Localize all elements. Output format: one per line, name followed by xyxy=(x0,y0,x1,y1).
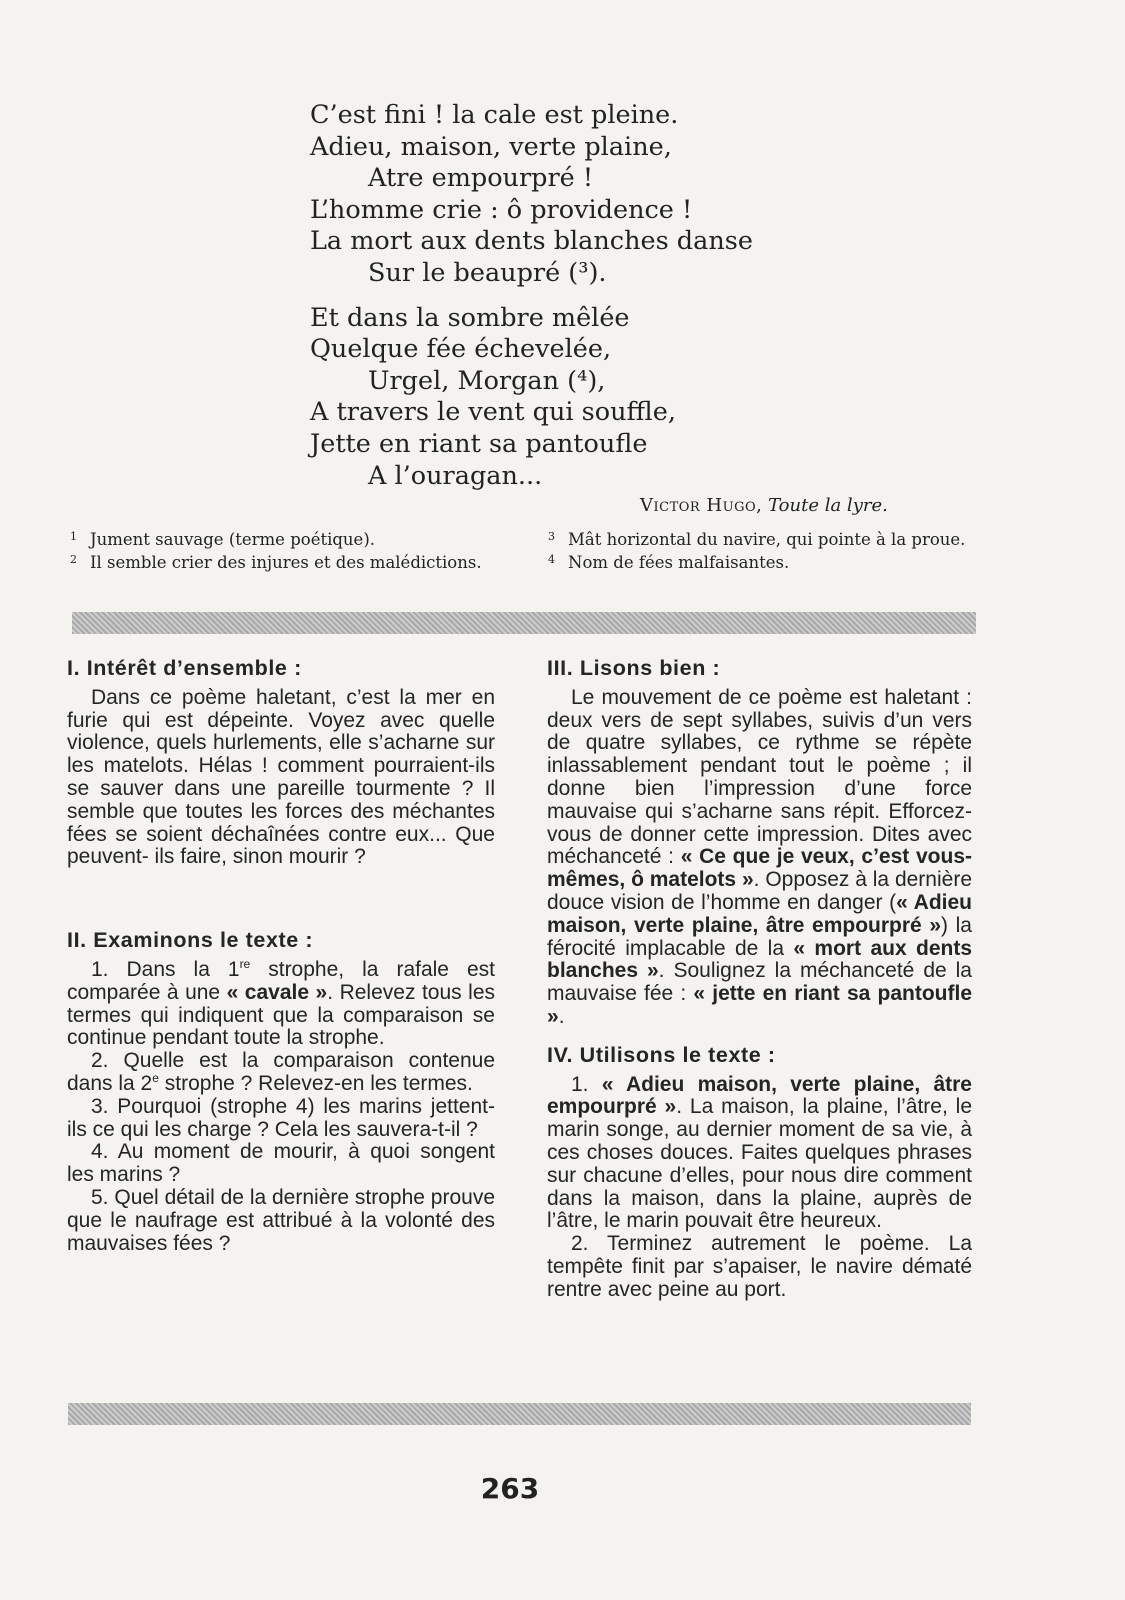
footnote-number: 1 xyxy=(70,530,77,543)
left-column xyxy=(67,657,495,1255)
question-2 xyxy=(67,1050,495,1096)
section-title-interet: I. Intérêt d’ensemble : xyxy=(67,656,302,680)
body-text: . La maison, la plaine, l’âtre, le marin songe, au dernier moment de sa vie, à ces choses douces. Faites quelques phrases sur chacune d’elles, pour nous dire comment dans la maison, dans la plaine, auprès de l’âtre, le marin pouvait être heureux. xyxy=(547,1095,973,1233)
footnote-number: 2 xyxy=(70,552,77,566)
footnote-number: 3 xyxy=(548,530,555,543)
footnotes-left xyxy=(70,527,500,572)
verse: Adieu, maison, verte plaine, xyxy=(310,131,672,162)
body-text: 1. xyxy=(571,1072,602,1096)
quoted-verse: « jette en riant sa pantoufle » xyxy=(547,982,972,1028)
poem xyxy=(310,100,930,492)
exercise-2: 2. Terminez autrement le poème. La tempête finit par s’apaiser, le navire dématé rentre avec peine au port. xyxy=(547,1232,972,1301)
question-text: . Relevez tous les termes qui indiquent que la comparaison se continue pendant toute la strophe. xyxy=(67,980,495,1050)
body-text: . Opposez à la dernière douce vision de l’homme en danger ( xyxy=(547,868,972,914)
footnote-text: Il semble crier des injures et des malédictions. xyxy=(90,552,482,572)
section-title-examinons: II. Examinons le texte : xyxy=(67,928,314,953)
footnote xyxy=(548,527,973,550)
section-title-lisons: III. Lisons bien : xyxy=(547,656,721,680)
question-text: strophe ? Relevez-en les termes. xyxy=(158,1071,473,1095)
footnote-number: 4 xyxy=(548,552,555,566)
footnote-text: Mât horizontal du navire, qui pointe à la proue. xyxy=(568,530,966,549)
body-text: . xyxy=(558,1004,565,1028)
footnote xyxy=(548,550,973,573)
body-text: . Soulignez la méchanceté de la mauvaise fée : xyxy=(547,959,972,1006)
footnotes-right xyxy=(548,527,973,572)
question-4: 4. Au moment de mourir, à quoi songent les marins ? xyxy=(67,1140,495,1187)
question-3: 3. Pourquoi (strophe 4) les marins jettent-ils ce qui les charge ? Cela les sauvera-t-il ? xyxy=(67,1094,495,1141)
body-text: Le mouvement de ce poème est haletant : deux vers de sept syllabes, suivis d’un vers de quatre syllabes, ce rythme se répète inlassablement pendant tout le poème ; il donne bien l’impression d’une force mauvaise qui s’acharne sans répit. Efforcez-vous de donner cette impression. Dites avec méchanceté : xyxy=(547,685,972,869)
quoted-verse: « mort aux dents blanches » xyxy=(547,936,972,983)
section-text-lisons xyxy=(547,687,972,1029)
verse: Jette en riant sa pantoufle xyxy=(310,428,648,459)
question-text: 1. Dans la 1 xyxy=(91,957,240,981)
exercise-1 xyxy=(547,1074,972,1234)
quoted-word: « cavale » xyxy=(226,980,328,1004)
question-text: strophe, la rafale est comparée à une xyxy=(67,957,495,1004)
verse: Atre empourpré ! xyxy=(368,163,594,194)
verse: A travers le vent qui souffle, xyxy=(310,397,677,428)
verse: Et dans la sombre mêlée xyxy=(310,302,630,333)
verse: A l’ouragan... xyxy=(368,460,543,491)
quoted-verse: « Adieu maison, verte plaine, âtre empourpré » xyxy=(547,890,972,937)
page-number: 263 xyxy=(480,1472,540,1505)
poem-attribution xyxy=(640,495,888,516)
poem-stanza xyxy=(310,100,930,290)
quoted-verse: « Adieu maison, verte plaine, âtre empourpré » xyxy=(547,1072,972,1119)
verse: Urgel, Morgan (⁴), xyxy=(368,365,606,396)
question-1 xyxy=(67,956,495,1050)
section-text-interet: Dans ce poème haletant, c’est la mer en furie qui est dépeinte. Voyez avec quelle violence, quels hurlements, elle s’acharne sur les matelots. Hélas ! comment pourraient-ils se sauver dans une pareille tourmente ? Il semble que toutes les forces des méchantes fées se soient déchaînées contre eux... Que peuvent- ils faire, sinon mourir ? xyxy=(67,685,495,869)
verse: C’est fini ! la cale est pleine. xyxy=(310,100,679,130)
right-column xyxy=(547,657,972,1302)
question-5: 5. Quel détail de la dernière strophe prouve que le naufrage est attribué à la volonté des mauvaises fées ? xyxy=(67,1185,495,1255)
superscript: re xyxy=(239,956,251,971)
verse: Sur le beaupré (³). xyxy=(368,257,607,288)
author-name: Victor Hugo, xyxy=(640,495,763,516)
question-text: 2. Quelle est la comparaison contenue dans la 2 xyxy=(67,1049,495,1095)
section-title-utilisons: IV. Utilisons le texte : xyxy=(547,1042,776,1067)
verse: L’homme crie : ô providence ! xyxy=(310,194,693,225)
quoted-verse: « Ce que je veux, c’est vous-mêmes, ô matelots » xyxy=(547,845,973,892)
footnote xyxy=(70,550,500,573)
superscript: e xyxy=(152,1070,159,1085)
verse: La mort aux dents blanches danse xyxy=(310,226,753,257)
footnote xyxy=(70,527,500,550)
footnote-text: Nom de fées malfaisantes. xyxy=(568,552,790,572)
verse: Quelque fée échevelée, xyxy=(310,334,612,365)
poem-stanza xyxy=(310,303,930,493)
work-title: Toute la lyre. xyxy=(768,495,888,516)
body-text: ) la férocité implacable de la xyxy=(547,913,972,960)
divider-bar-top xyxy=(72,612,976,634)
footnote-text: Jument sauvage (terme poétique). xyxy=(90,530,375,549)
divider-bar-bottom xyxy=(68,1403,971,1425)
